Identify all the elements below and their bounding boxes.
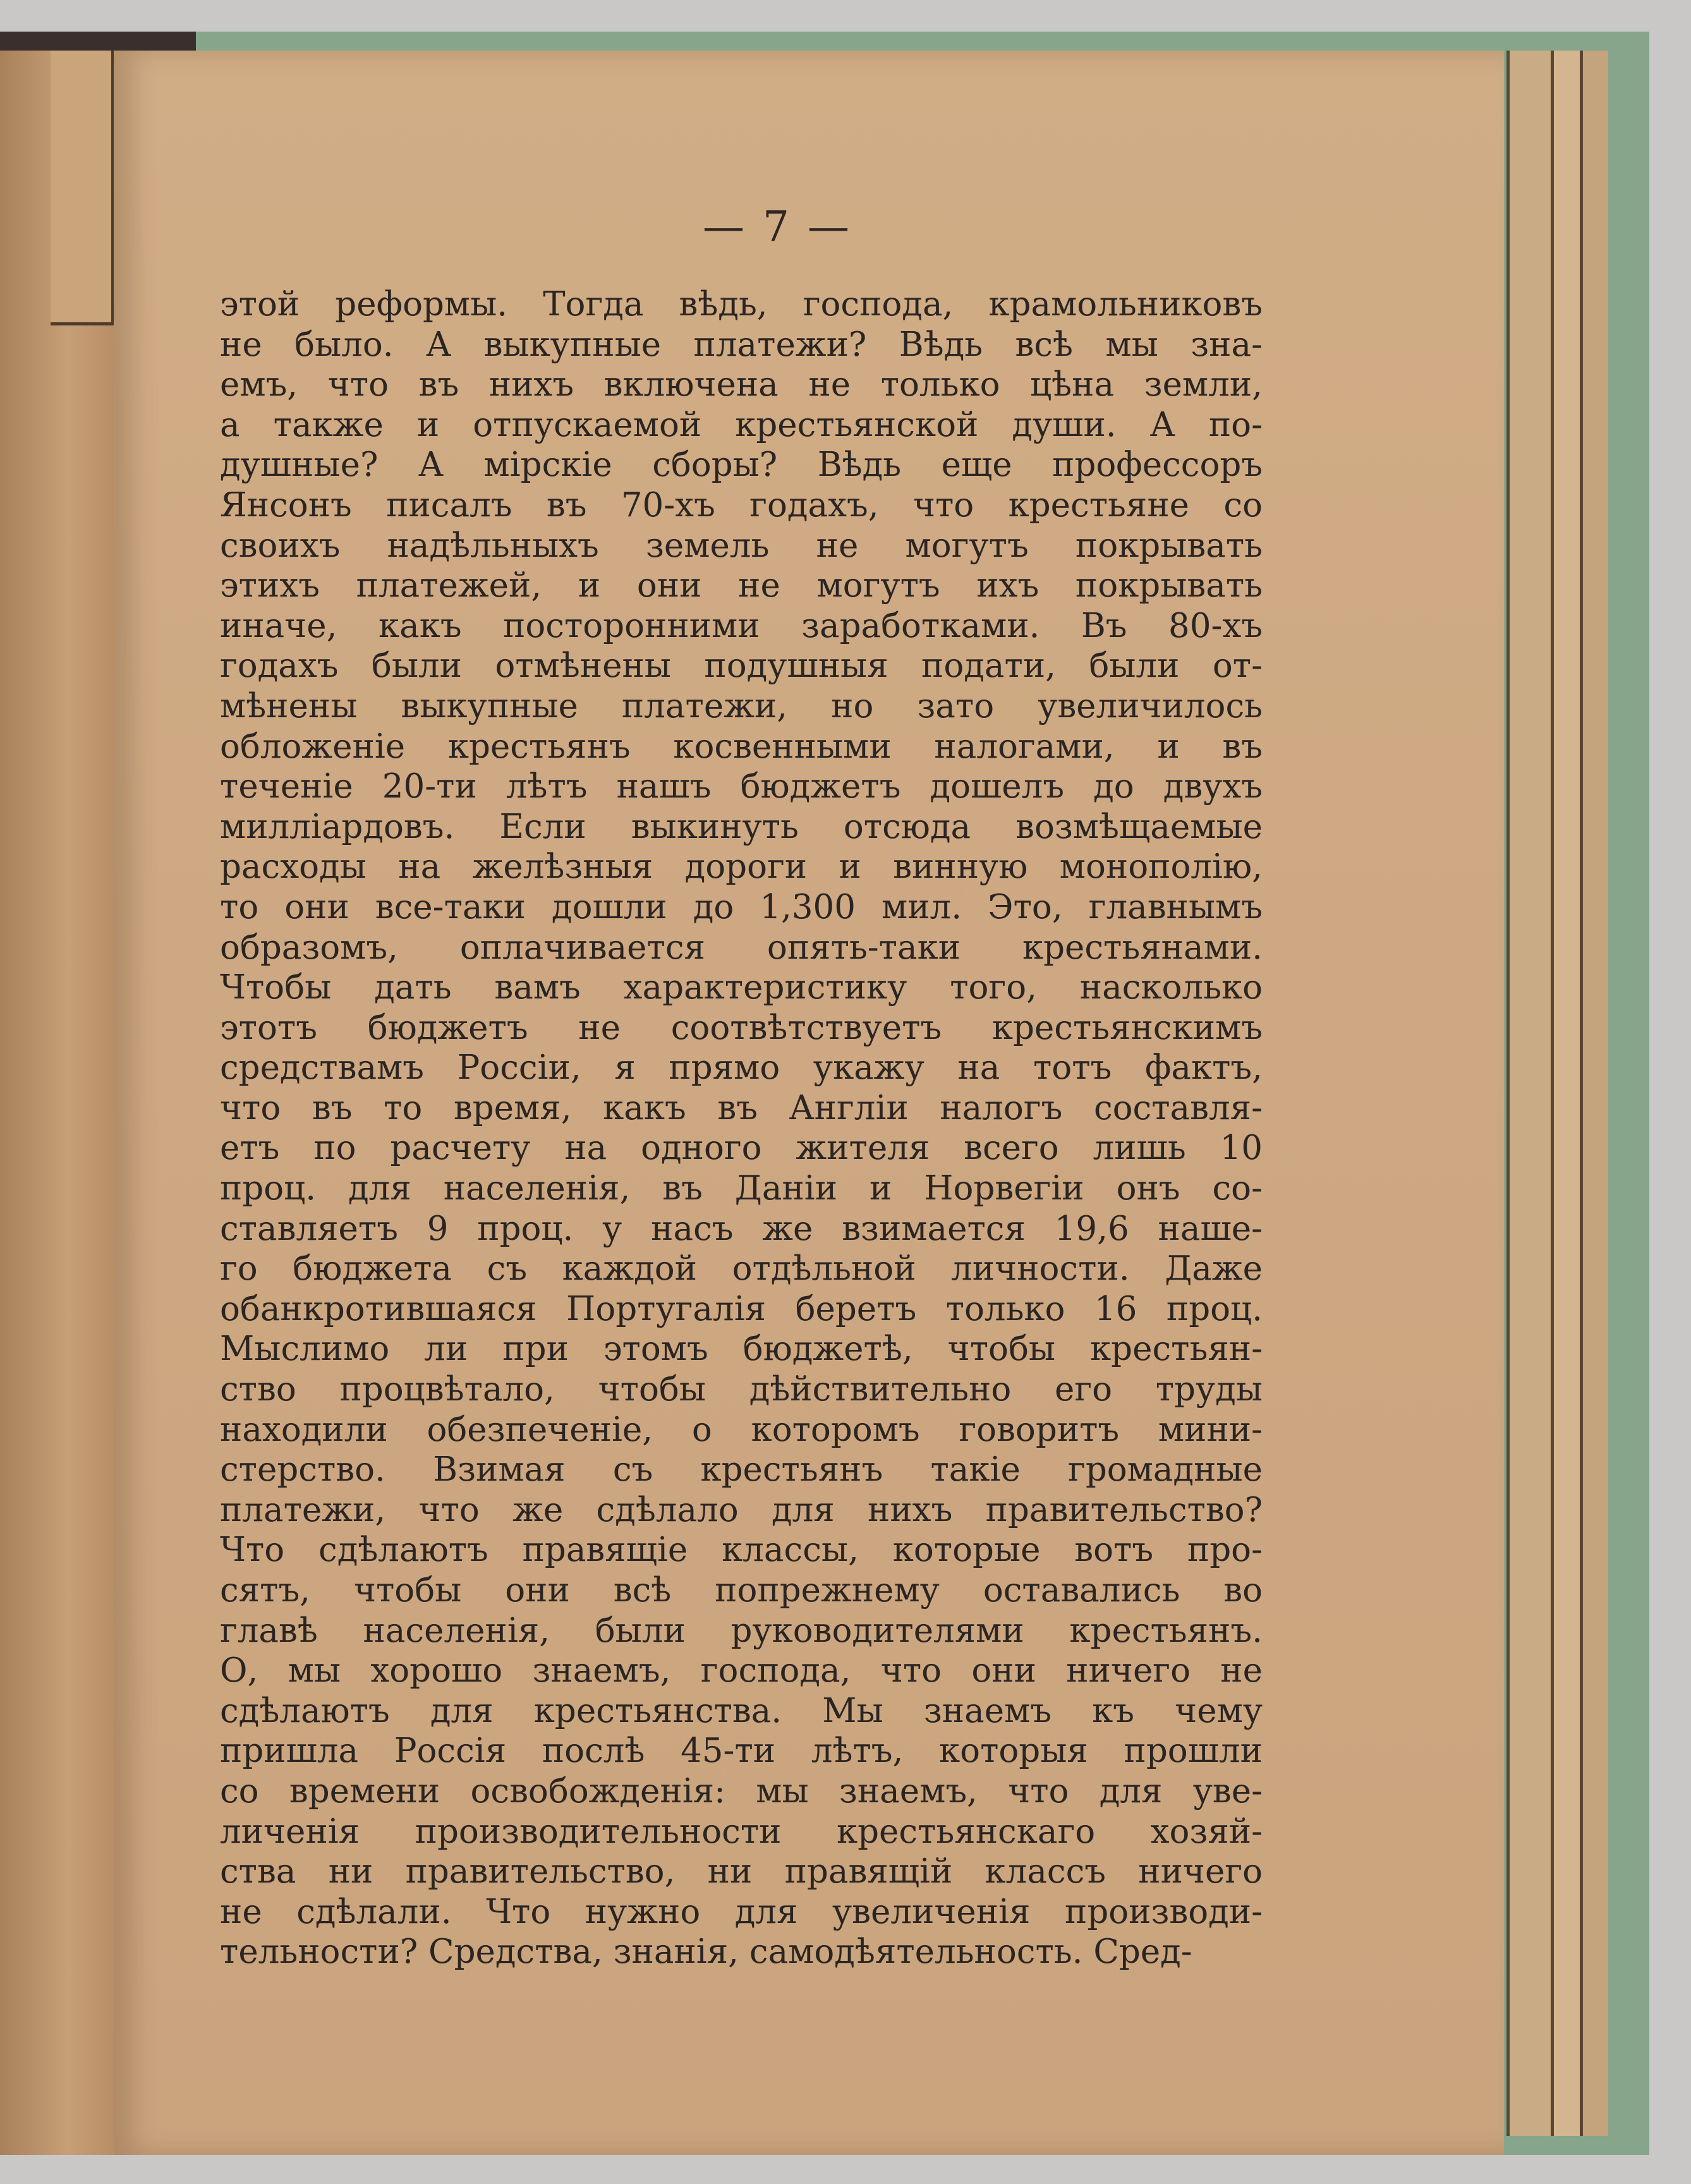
page-flap — [51, 51, 114, 325]
text-line: Мыслимо ли при этомъ бюджетѣ, чтобы крестьян- — [220, 1330, 1263, 1369]
text-line: О, мы хорошо знаемъ, господа, что они ничего не — [220, 1651, 1263, 1690]
text-line: сятъ, чтобы они всѣ попрежнему оставались во — [220, 1571, 1263, 1610]
text-line: образомъ, оплачивается опять-таки крестьянами. — [220, 928, 1263, 967]
text-line: душные? А мірскіе сборы? Вѣдь еще профессоръ — [220, 446, 1263, 485]
text-line: не было. А выкупные платежи? Вѣдь всѣ мы зна- — [220, 325, 1263, 364]
text-line: ство процвѣтало, чтобы дѣйствительно его труды — [220, 1370, 1263, 1409]
text-line: проц. для населенія, въ Даніи и Норвегіи онъ со- — [220, 1169, 1263, 1208]
text-line: теченіе 20-ти лѣтъ нашъ бюджетъ дошелъ до двухъ — [220, 767, 1263, 806]
text-line: что въ то время, какъ въ Англіи налогъ составля- — [220, 1088, 1263, 1127]
text-line: этотъ бюджетъ не соотвѣтствуетъ крестьянскимъ — [220, 1008, 1263, 1047]
text-line: средствамъ Россіи, я прямо укажу на тотъ фактъ, — [220, 1048, 1263, 1088]
text-line: тельности? Средства, знанія, самодѣятельность. Сред- — [220, 1932, 1192, 1972]
text-line: этой реформы. Тогда вѣдь, господа, крамольниковъ — [220, 285, 1263, 324]
text-line: личенія производительности крестьянскаго хозяй- — [220, 1812, 1263, 1851]
text-line: то они все-таки дошли до 1,300 мил. Это, главнымъ — [220, 887, 1263, 926]
text-line: не сдѣлали. Что нужно для увеличенія производи- — [220, 1892, 1263, 1931]
book-page — [114, 51, 1504, 2155]
text-line: этихъ платежей, и они не могутъ ихъ покрывать — [220, 566, 1263, 605]
page-edge — [1506, 51, 1554, 2136]
text-line: своихъ надѣльныхъ земель не могутъ покрывать — [220, 526, 1263, 565]
text-line: со времени освобожденія: мы знаемъ, что для уве- — [220, 1771, 1263, 1811]
text-line: обложеніе крестьянъ косвенными налогами, и въ — [220, 727, 1263, 766]
text-line: расходы на желѣзныя дороги и винную монополію, — [220, 847, 1263, 887]
text-line: обанкротившаяся Португалія беретъ только 16 проц. — [220, 1289, 1263, 1328]
text-line: етъ по расчету на одного жителя всего лишь 10 — [220, 1129, 1263, 1168]
text-line: иначе, какъ посторонними заработками. Въ 80-хъ — [220, 606, 1263, 645]
text-line: го бюджета съ каждой отдѣльной личности. Даже — [220, 1249, 1263, 1289]
text-line: Янсонъ писалъ въ 70-хъ годахъ, что крестьяне со — [220, 485, 1263, 525]
page-edge — [1580, 51, 1608, 2136]
text-line: стерство. Взимая съ крестьянъ такіе громадные — [220, 1450, 1263, 1489]
text-line: сдѣлаютъ для крестьянства. Мы знаемъ къ чему — [220, 1691, 1263, 1730]
previous-page — [0, 51, 116, 2155]
body-text — [220, 284, 1263, 1972]
text-line: годахъ были отмѣнены подушныя подати, были от- — [220, 646, 1263, 686]
text-line: ставляетъ 9 проц. у насъ же взимается 19,6 наше- — [220, 1209, 1263, 1248]
text-line: главѣ населенія, были руководителями крестьянъ. — [220, 1611, 1263, 1650]
text-line: Чтобы дать вамъ характеристику того, насколько — [220, 968, 1263, 1007]
page-edge — [1551, 51, 1583, 2136]
text-line: милліардовъ. Если выкинуть отсюда возмѣщаемые — [220, 807, 1263, 846]
text-line: находили обезпеченіе, о которомъ говоритъ мини- — [220, 1410, 1263, 1449]
text-line: ства ни правительство, ни правящій классъ ничего — [220, 1852, 1263, 1891]
text-line: платежи, что же сдѣлало для нихъ правительство? — [220, 1490, 1263, 1529]
text-line: Что сдѣлаютъ правящіе классы, которые вотъ про- — [220, 1531, 1263, 1570]
text-line: мѣнены выкупные платежи, но зато увеличилось — [220, 686, 1263, 725]
text-line: пришла Россія послѣ 45-ти лѣтъ, которыя прошли — [220, 1732, 1263, 1771]
text-line: емъ, что въ нихъ включена не только цѣна земли, — [220, 365, 1263, 404]
page-number: — 7 — — [703, 202, 852, 251]
text-line: а также и отпускаемой крестьянской души. А по- — [220, 405, 1263, 444]
